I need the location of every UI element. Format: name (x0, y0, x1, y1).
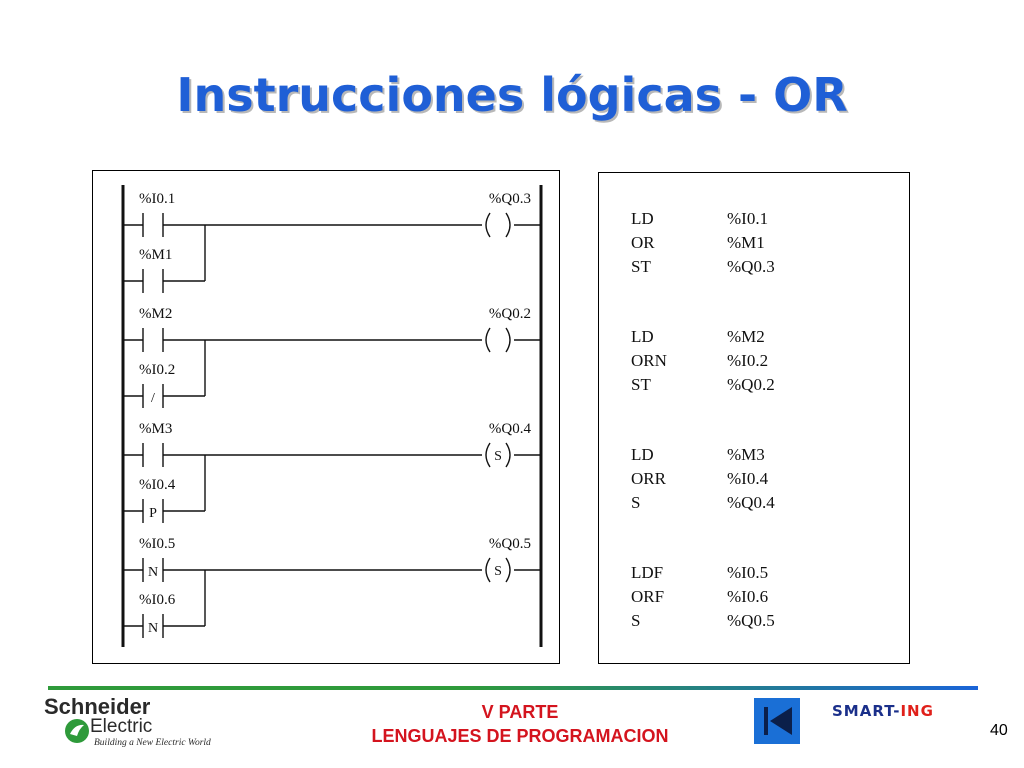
rung-4-contact-a-label: %I0.5 (139, 536, 176, 552)
footer-caption (300, 700, 740, 748)
il-operand: %Q0.2 (727, 375, 775, 394)
brand-main: SMART- (832, 702, 901, 720)
il-operand: %I0.1 (727, 209, 769, 228)
il-operand: %I0.6 (727, 587, 769, 606)
il-opcode: S (631, 611, 641, 630)
logo-tagline: Building a New Electric World (94, 738, 211, 748)
il-operand: %M1 (727, 233, 765, 252)
il-opcode: ST (631, 257, 651, 276)
il-opcode: S (631, 493, 641, 512)
rung-4-contact-b-type-label: N (147, 621, 159, 636)
rung-3-contact-b-type-label: P (149, 506, 157, 521)
rung-3-contact-b-label: %I0.4 (139, 477, 176, 493)
brand-accent: ING (900, 702, 934, 720)
il-opcode: LD (631, 445, 654, 464)
rung-3-coil-type-label: S (494, 449, 502, 464)
logo-subtitle: Electric (90, 716, 153, 737)
skip-to-first-icon (754, 698, 800, 744)
il-opcode: ORR (631, 469, 666, 488)
il-opcode: LD (631, 209, 654, 228)
rung-3-contact-a-label: %M3 (139, 421, 173, 437)
rung-1-contact-b-label: %M1 (139, 247, 173, 263)
il-opcode: ORF (631, 587, 665, 606)
il-operand: %I0.5 (727, 563, 769, 582)
footer-divider (48, 686, 978, 690)
rung-1-contact-a-label: %I0.1 (139, 191, 176, 207)
il-operand: %I0.4 (727, 469, 769, 488)
instruction-list-panel (598, 172, 910, 664)
il-opcode: ORN (631, 351, 667, 370)
il-operand: %Q0.4 (727, 493, 775, 512)
rung-2-contact-b-type-label: / (151, 391, 155, 406)
schneider-leaf-icon (64, 718, 90, 744)
il-operand: %Q0.5 (727, 611, 775, 630)
rung-2-contact-a-label: %M2 (139, 306, 173, 322)
il-opcode: ST (631, 375, 651, 394)
rung-2-coil (486, 328, 510, 352)
rung-2-coil-label: %Q0.2 (488, 306, 531, 322)
il-operand: %I0.2 (727, 351, 769, 370)
il-opcode: LDF (631, 563, 664, 582)
page-title: Instrucciones lógicas - OR (176, 68, 848, 122)
rung-1-coil-label: %Q0.3 (488, 191, 531, 207)
il-operand: %Q0.3 (727, 257, 775, 276)
footer-line-1: V PARTE (481, 702, 559, 722)
rung-4-contact-a-type-label: N (147, 565, 159, 580)
first-slide-button[interactable] (754, 698, 800, 744)
ladder-diagram-canvas (93, 171, 559, 663)
schneider-electric-logo (44, 694, 264, 758)
rung-4-contact-b-label: %I0.6 (139, 592, 176, 608)
rung-4-coil-label: %Q0.5 (488, 536, 531, 552)
page-number: 40 (990, 722, 1008, 739)
ladder-diagram (92, 170, 560, 664)
il-operand: %M3 (727, 445, 765, 464)
il-opcode: LD (631, 327, 654, 346)
il-opcode: OR (631, 233, 655, 252)
rung-1-coil (486, 213, 510, 237)
footer-line-2: LENGUAJES DE PROGRAMACION (371, 726, 669, 746)
rung-3-coil-label: %Q0.4 (488, 421, 531, 437)
rung-4-coil-type-label: S (494, 564, 502, 579)
il-operand: %M2 (727, 327, 765, 346)
rung-2-contact-b-label: %I0.2 (139, 362, 176, 378)
smart-ing-logo (832, 702, 934, 720)
logo-name: Schneider (44, 694, 151, 719)
